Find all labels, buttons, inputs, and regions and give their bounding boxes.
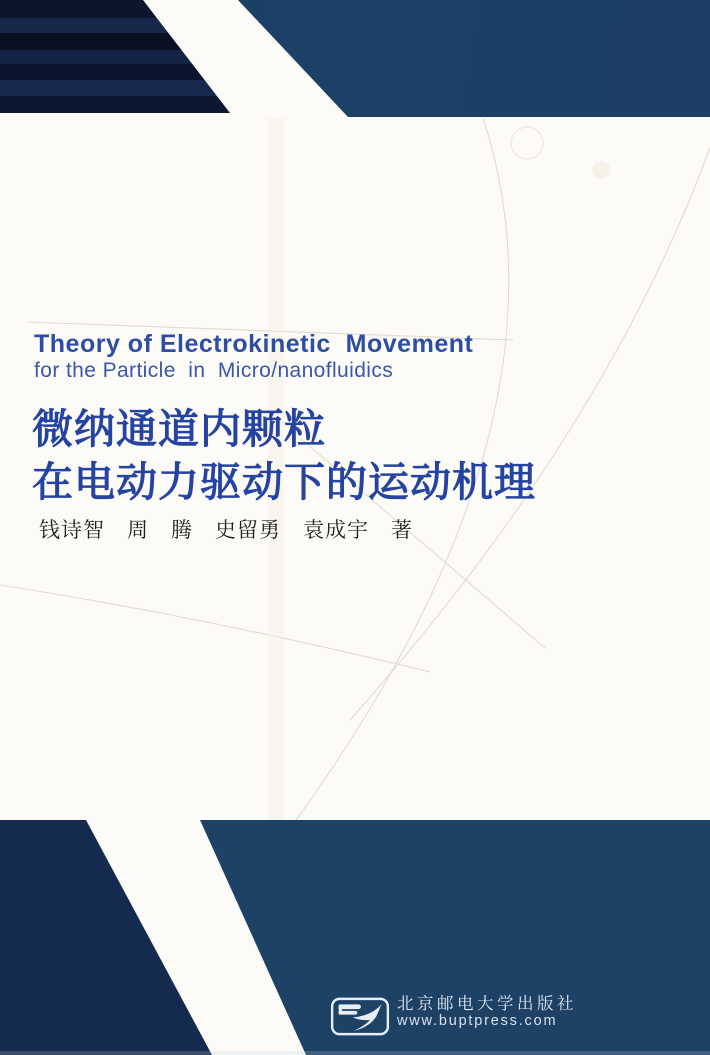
top-left-dark-photo-block: [0, 0, 245, 113]
bupt-press-swallow-logo-icon: [330, 997, 390, 1036]
chinese-title-line2: 在电动力驱动下的运动机理: [32, 459, 536, 505]
paper-smudge: [592, 161, 610, 179]
publisher-text: [397, 995, 577, 1029]
publisher-block: [330, 995, 577, 1036]
authors-line: 钱诗智 周 腾 史留勇 袁成宇 著: [39, 519, 413, 542]
english-subtitle: for the Particle in Micro/nanofluidics: [34, 359, 394, 382]
publisher-name: 北京邮电大学出版社: [397, 995, 577, 1013]
scan-bottom-edge: [0, 1051, 710, 1055]
english-title: Theory of Electrokinetic Movement: [34, 330, 474, 358]
publisher-website: www.buptpress.com: [397, 1013, 558, 1029]
chinese-title-line1: 微纳通道内颗粒: [32, 406, 326, 452]
